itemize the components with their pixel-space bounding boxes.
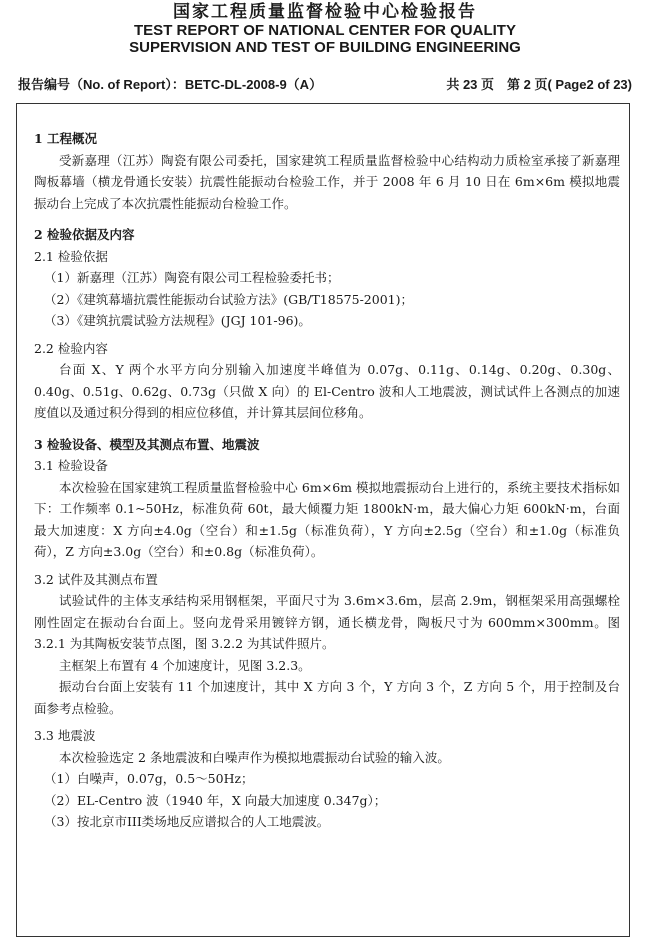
section-3-1-title: 3.1 检验设备	[34, 458, 108, 473]
basis-item-3: （3）《建筑抗震试验方法规程》(JGJ 101-96)。	[44, 313, 311, 328]
wave-item-1: （1）白噪声，0.07g，0.5～50Hz；	[44, 771, 254, 786]
section-3-1-paragraph: 本次检验在国家建筑工程质量监督检验中心 6m×6m 模拟地震振动台上进行的，系统主要技术指标如下：工作频率 0.1~50Hz，标准负荷 60t，最大倾覆力矩 1800kN·m，最大偏心力矩 600kN·m，台面最大加速度：X 方向±4.0g（空台）和±1.5g（标准负荷），Y 方向±2.5g（空台）和±1.0g（标准负荷），Z 方向±3.0g（空台）和±0.8g（标准负荷）。	[34, 479, 620, 559]
report-title-en-line2: SUPERVISION AND TEST OF BUILDING ENGINEERING	[129, 39, 521, 56]
wave-item-3: （3）按北京市III类场地反应谱拟合的人工地震波。	[44, 814, 330, 829]
section-2-title: 2 检验依据及内容	[34, 227, 135, 242]
section-3-3-title: 3.3 地震波	[34, 728, 96, 743]
section-3-3-paragraph: 本次检验选定 2 条地震波和白噪声作为模拟地震振动台试验的输入波。	[59, 749, 450, 765]
report-body	[34, 128, 620, 833]
section-3-2-paragraph-1: 试验试件的主体支承结构采用钢框架，平面尺寸为 3.6m×3.6m，层高 2.9m，钢框架采用高强螺栓刚性固定在振动台台面上。竖向龙骨采用镀锌方钢，通长横龙骨，陶板尺寸为 600mm×300mm。图 3.2.1 为其陶板安装节点图，图 3.2.2 为其试件照片。	[34, 593, 620, 651]
report-number-line	[18, 74, 632, 93]
report-title-cn: 国家工程质量监督检验中心检验报告	[173, 2, 477, 22]
report-header	[0, 2, 650, 56]
section-3-2-paragraph-2: 主框架上布置有 4 个加速度计，见图 3.2.3。	[59, 657, 311, 673]
report-number: 报告编号（No. of Report）：BETC-DL-2008-9（A）	[18, 77, 323, 92]
wave-item-2: （2）EL-Centro 波（1940 年，X 向最大加速度 0.347g）；	[44, 792, 387, 808]
section-2-1-title: 2.1 检验依据	[34, 248, 108, 264]
section-3-2-title: 3.2 试件及其测点布置	[34, 571, 158, 587]
section-3-2-paragraph-3: 振动台台面上安装有 11 个加速度计，其中 X 方向 3 个，Y 方向 3 个，Z 方向 5 个，用于控制及台面参考点检验。	[34, 679, 620, 716]
basis-item-1: （1）新嘉理（江苏）陶瓷有限公司工程检验委托书；	[44, 270, 340, 285]
section-2-2-paragraph: 台面 X、Y 两个水平方向分别输入加速度半峰值为 0.07g、0.11g、0.14g、0.20g、0.30g、0.40g、0.51g、0.62g、0.73g（只做 X 向）的 El-Centro 波和人工地震波，测试试件上各测点的加速度值以及通过积分得到的相应位移值，并计算其层间位移角。	[34, 362, 620, 420]
page-indicator: 共 23 页 第 2 页( Page2 of 23)	[446, 77, 632, 92]
section-1-title: 1 工程概况	[34, 131, 98, 146]
basis-item-2: （2）《建筑幕墙抗震性能振动台试验方法》(GB/T18575-2001)；	[44, 291, 413, 307]
section-1-paragraph: 受新嘉理（江苏）陶瓷有限公司委托，国家建筑工程质量监督检验中心结构动力质检室承接了新嘉理陶板幕墙（横龙骨通长安装）抗震性能振动台检验工作，并于 2008 年 6 月 10 日在 6m×6m 模拟地震振动台上完成了本次抗震性能振动台检验工作。	[34, 152, 620, 211]
report-title-en-line1: TEST REPORT OF NATIONAL CENTER FOR QUALITY	[134, 22, 516, 39]
section-3-title: 3 检验设备、模型及其测点布置、地震波	[34, 436, 260, 452]
section-2-2-title: 2.2 检验内容	[34, 340, 108, 356]
